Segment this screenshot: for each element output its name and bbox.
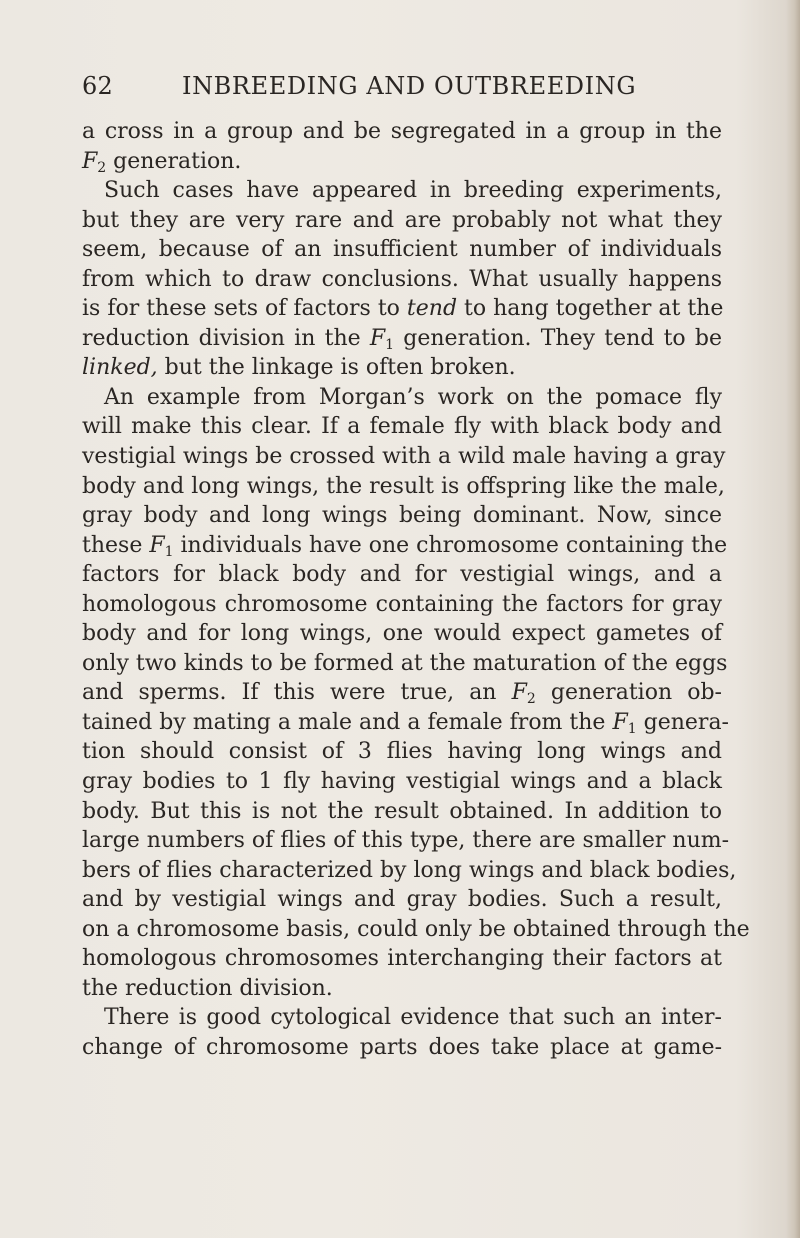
text-run: homologous chromosomes interchanging their factors at: [82, 946, 722, 972]
text-run: bers of flies characterized by long wings and black bodies,: [82, 857, 737, 883]
text-line: [82, 826, 730, 856]
text-line: [82, 412, 722, 442]
text-line: [82, 797, 722, 827]
text-run: will make this clear. If a female fly with black body and: [82, 414, 722, 440]
text-run: and sperms. If this were true, an: [82, 680, 512, 706]
text-run: tion should consist of 3 flies having long wings and: [82, 739, 722, 765]
text-run: generation.: [106, 148, 242, 174]
variable-letter: F: [369, 325, 386, 351]
text-line: [82, 383, 722, 413]
text-run: to hang together at the: [457, 296, 724, 322]
text-line: [82, 708, 729, 738]
text-line: [82, 206, 722, 236]
text-line: [82, 324, 722, 354]
text-line: [82, 117, 722, 147]
italic-word: tend: [406, 296, 458, 322]
text-run: There is good cytological evidence that such an inter-: [104, 1005, 722, 1031]
text-line: [82, 619, 722, 649]
text-run: seem, because of an insufficient number of individuals: [82, 237, 722, 263]
text-run: homologous chromosome containing the factors for gray: [82, 591, 722, 617]
page-header: [82, 66, 722, 106]
italic-word: linked,: [82, 355, 158, 381]
text-run: but they are very rare and are probably not what they: [82, 207, 722, 233]
text-run: gray body and long wings being dominant. Now, since: [82, 503, 722, 529]
text-line: [82, 590, 722, 620]
text-line: [82, 442, 726, 472]
text-run: change of chromosome parts does take place at game-: [82, 1034, 722, 1060]
text-run: is for these sets of factors to: [82, 296, 407, 322]
text-run: large numbers of flies of this type, there are smaller num-: [82, 828, 730, 854]
text-run: on a chromosome basis, could only be obtained through the: [82, 916, 750, 942]
text-run: tained by mating a male and a female from the: [82, 709, 613, 735]
text-line: [82, 265, 722, 295]
text-run: only two kinds to be formed at the maturation of the eggs: [82, 650, 728, 676]
text-run: body and for long wings, one would expect gametes of: [82, 621, 722, 647]
subscript: 1: [164, 543, 174, 560]
text-line: [82, 560, 722, 590]
text-line: [82, 915, 750, 945]
text-run: the reduction division.: [82, 975, 333, 1001]
subscript: 2: [526, 691, 536, 708]
text-run: individuals have one chromosome containing the: [173, 532, 728, 558]
variable-letter: F: [511, 680, 527, 706]
page-edge-shadow: [786, 0, 800, 1238]
subscript: 2: [97, 159, 107, 176]
text-run: Such cases have appeared in breeding experiments,: [104, 178, 722, 204]
text-line: [82, 885, 722, 915]
subscript: 1: [627, 720, 637, 737]
text-run: genera-: [636, 709, 729, 735]
text-line: [82, 294, 722, 324]
text-run: from which to draw conclusions. What usually happens: [82, 266, 722, 292]
text-run: and by vestigial wings and gray bodies. Such a result,: [82, 887, 722, 913]
text-line: [82, 501, 722, 531]
text-run: factors for black body and for vestigial wings, and a: [82, 562, 722, 588]
text-run: gray bodies to 1 fly having vestigial wings and a black: [82, 769, 722, 795]
text-line: [82, 678, 722, 708]
variable-letter: F: [612, 709, 628, 735]
text-line: [82, 147, 722, 177]
text-line: [82, 737, 722, 767]
variable-letter: F: [149, 532, 165, 558]
page-number: 62: [82, 72, 113, 100]
running-title: INBREEDING AND OUTBREEDING: [182, 72, 637, 100]
text-line: [82, 1033, 722, 1063]
text-run: An example from Morgan’s work on the pomace fly: [104, 384, 722, 410]
subscript: 1: [385, 336, 395, 353]
text-line: [82, 767, 722, 797]
body-text: [82, 117, 750, 1063]
text-run: body. But this is not the result obtained. In addition to: [82, 798, 722, 824]
text-line: [82, 1003, 722, 1033]
text-line: [82, 974, 722, 1004]
text-line: [82, 531, 728, 561]
text-run: a cross in a group and be segregated in a group in the: [82, 119, 722, 144]
text-run: generation. They tend to be: [394, 325, 722, 351]
variable-letter: F: [82, 148, 98, 174]
text-line: [82, 353, 722, 383]
text-run: these: [82, 532, 150, 558]
text-line: [82, 856, 737, 886]
text-line: [82, 649, 728, 679]
text-line: [82, 176, 722, 206]
text-run: vestigial wings be crossed with a wild male having a gray: [82, 444, 726, 470]
text-run: reduction division in the: [82, 325, 370, 351]
text-line: [82, 235, 722, 265]
text-run: generation ob-: [535, 680, 722, 706]
text-line: [82, 472, 725, 502]
text-run: body and long wings, the result is offspring like the male,: [82, 473, 725, 499]
text-line: [82, 944, 722, 974]
text-run: but the linkage is often broken.: [157, 355, 516, 381]
